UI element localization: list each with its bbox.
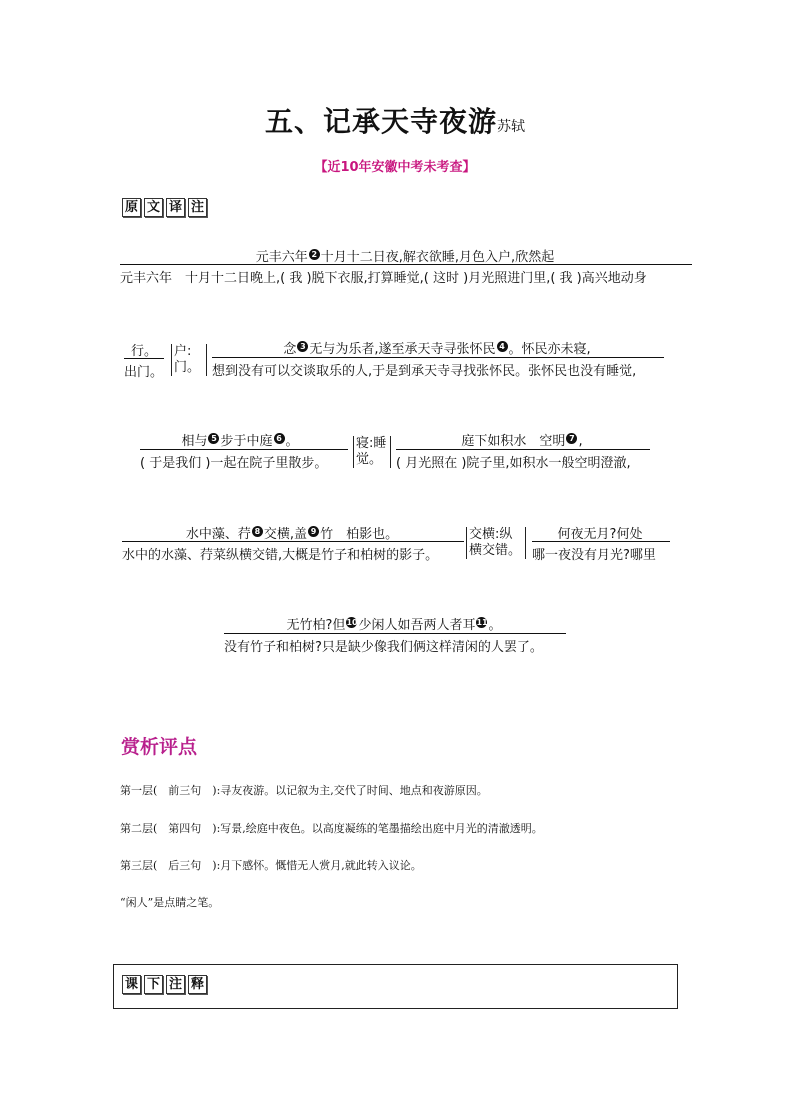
title-main: 五、记承天寺夜游 <box>264 105 497 138</box>
translation-line-4-right: 哪一夜没有月光?哪里 <box>532 548 656 563</box>
note-marker: 7 <box>566 433 577 444</box>
divider-line <box>532 541 670 542</box>
translation-line-1: 元丰六年 十月十二日晚上,( 我 )脱下衣服,打算睡觉,( 这时 )月光照进门里,( 我 )高兴地动身 <box>120 271 647 286</box>
analysis-item: 第二层( 第四句 ):写景,绘庭中夜色。以高度凝练的笔墨描绘出庭中月光的清澈透明。 <box>120 822 543 835</box>
gloss-bracket: 交横:纵横交错。 <box>466 527 526 559</box>
original-line-1 <box>120 246 690 265</box>
divider-line <box>224 633 566 634</box>
note-marker: 6 <box>274 433 285 444</box>
orig-text: 。怀民亦未寝, <box>508 342 591 357</box>
page-title <box>0 100 790 140</box>
label-char: 注 <box>188 198 207 217</box>
section-label-original <box>122 198 207 217</box>
note-marker: 4 <box>497 341 508 352</box>
original-line-2 <box>212 338 662 357</box>
orig-text: 元丰六年 <box>255 250 308 265</box>
analysis-item: “闲人”是点睛之笔。 <box>120 896 220 909</box>
translation-line-2: 想到没有可以交谈取乐的人,于是到承天寺寻找张怀民。张怀民也没有睡觉, <box>212 364 637 379</box>
divider-line <box>124 358 164 359</box>
orig-text: , <box>578 434 583 449</box>
translation-line-5: 没有竹子和柏树?只是缺少像我们俩这样清闲的人罢了。 <box>224 640 543 655</box>
divider-line <box>120 264 692 265</box>
orig-text: 交横,盖 <box>263 527 308 542</box>
orig-text: 十月十二日夜,解衣欲睡,月色入户,欣然起 <box>320 250 555 265</box>
original-line-4-right: 何夜无月?何处 <box>557 527 643 542</box>
label-char: 注 <box>166 975 185 994</box>
translation-line-3-right: ( 月光照在 )院子里,如积水一般空明澄澈, <box>396 456 631 471</box>
note-marker: 11 <box>476 618 488 627</box>
divider-line <box>122 541 464 542</box>
analysis-item: 第一层( 前三句 ):寻友夜游。以记叙为主,交代了时间、地点和夜游原因。 <box>120 784 488 797</box>
analysis-item: 第三层( 后三句 ):月下感怀。慨惜无人赏月,就此转入议论。 <box>120 859 422 872</box>
orig-text: 相与 <box>181 434 208 449</box>
note-marker: 3 <box>297 341 308 352</box>
label-char: 文 <box>144 198 163 217</box>
original-line-3-right <box>396 430 648 449</box>
original-line-4-left <box>122 523 462 542</box>
exam-note: 【近10年安徽中考未考查】 <box>314 160 476 175</box>
orig-text: 水中藻、荇 <box>185 527 251 542</box>
orig-text: 竹 柏影也。 <box>320 527 399 542</box>
label-char: 下 <box>144 975 163 994</box>
label-char: 译 <box>166 198 185 217</box>
translation-line-2-left: 出门。 <box>124 365 164 380</box>
original-line-3-left <box>140 430 340 449</box>
orig-text: 无竹柏?但 <box>286 618 346 633</box>
orig-text: 少闲人如吾两人者耳 <box>358 618 476 633</box>
label-char: 课 <box>122 975 141 994</box>
note-marker: 10 <box>346 618 358 627</box>
note-marker: 8 <box>252 526 263 537</box>
divider-line <box>212 357 664 358</box>
note-marker: 5 <box>208 433 219 444</box>
divider-line <box>396 449 650 450</box>
translation-line-4-left: 水中的水藻、荇菜纵横交错,大概是竹子和柏树的影子。 <box>122 548 439 563</box>
gloss-bracket: 户:门。 <box>171 344 207 376</box>
label-char: 原 <box>122 198 141 217</box>
original-line-2-left: 行。 <box>130 344 157 359</box>
orig-text: 。 <box>285 434 299 449</box>
label-char: 释 <box>188 975 207 994</box>
gloss-bracket: 寝:睡觉。 <box>353 436 391 468</box>
orig-text: 步于中庭 <box>220 434 273 449</box>
section-label-notes <box>122 975 207 994</box>
orig-text: 念 <box>283 342 297 357</box>
original-line-5 <box>224 614 564 633</box>
orig-text: 庭下如积水 空明 <box>461 434 566 449</box>
note-marker: 2 <box>309 249 320 260</box>
translation-line-3-left: ( 于是我们 )一起在院子里散步。 <box>140 456 328 471</box>
analysis-title: 赏析评点 <box>121 736 198 758</box>
title-author: 苏轼 <box>497 119 525 135</box>
divider-line <box>140 449 348 450</box>
orig-text: 无与为乐者,遂至承天寺寻张怀民 <box>309 342 496 357</box>
orig-text: 。 <box>488 618 502 633</box>
note-marker: 9 <box>308 526 319 537</box>
